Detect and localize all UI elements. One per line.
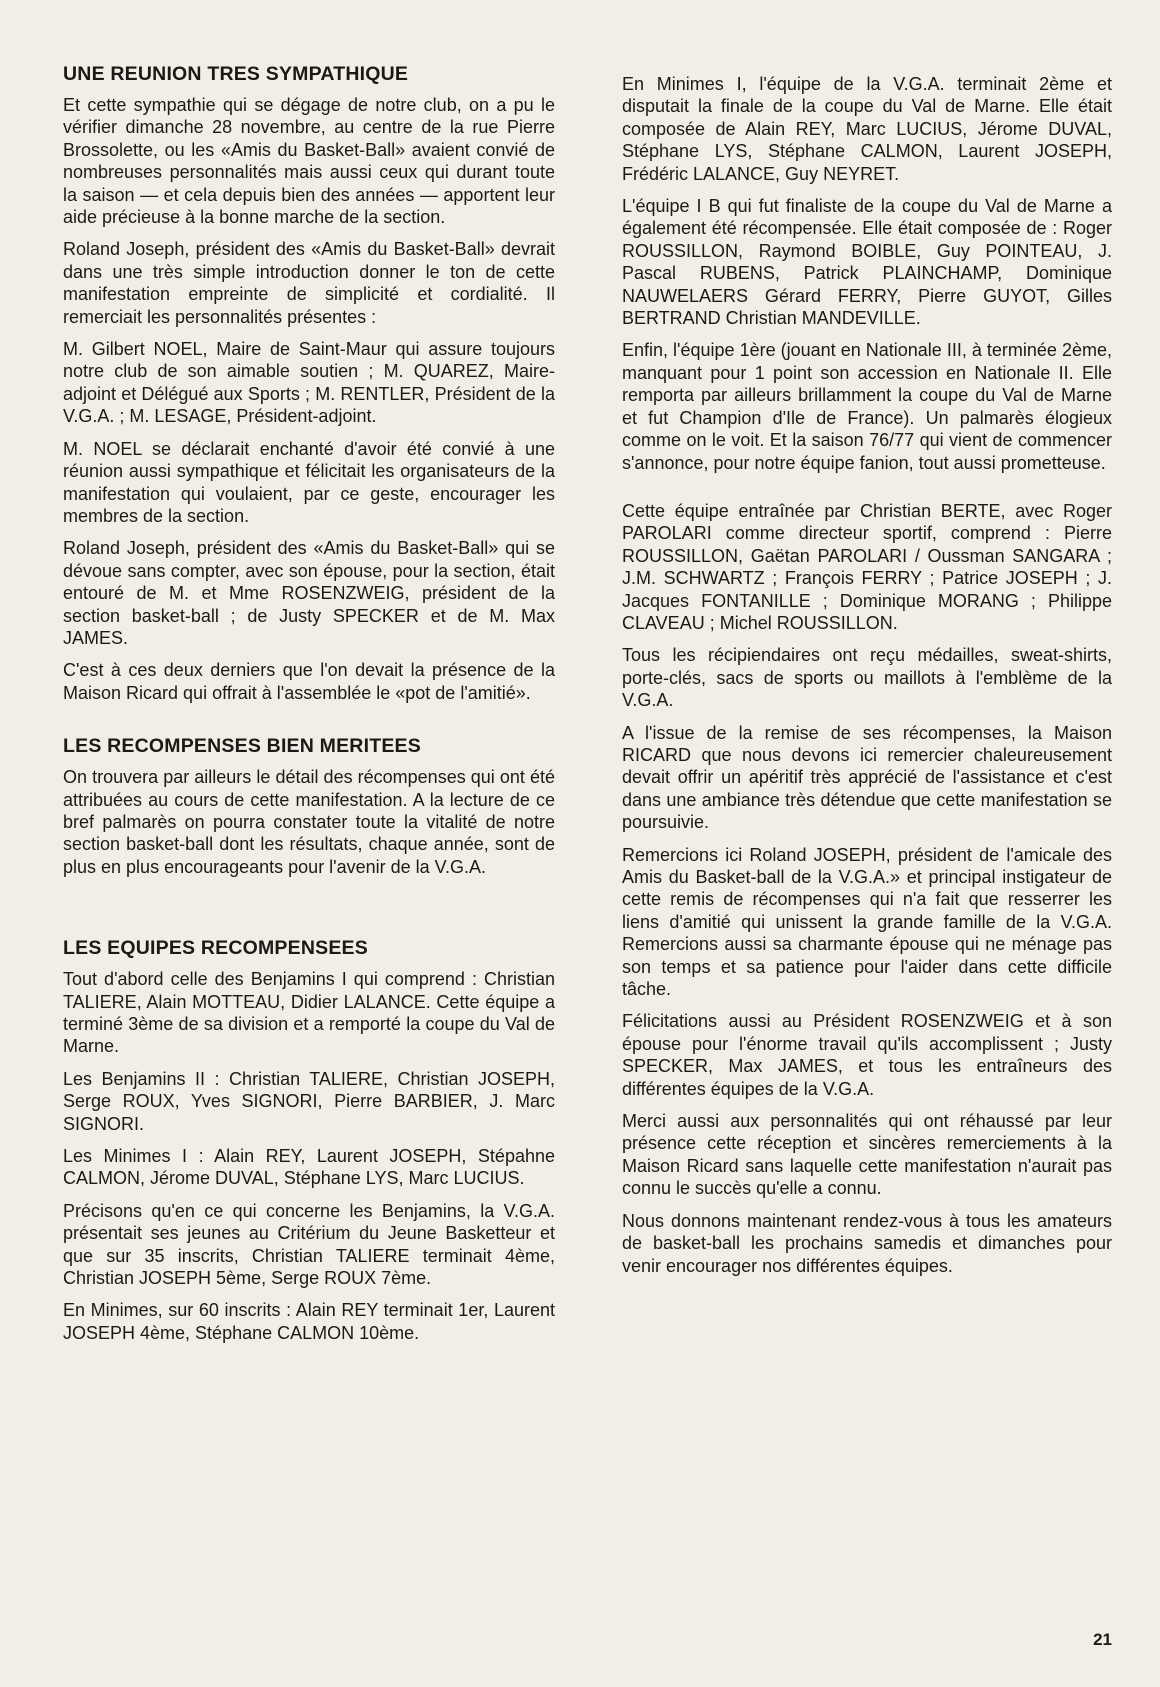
paragraph: En Minimes I, l'équipe de la V.G.A. terminait 2ème et disputait la finale de la coupe du Val de Marne. Elle était composée de Alain REY, Marc LUCIUS, Jérome DUVAL, Stéphane LYS, Stéphane CALMON, Laurent JOSEPH, Frédéric LALANCE, Guy NEYRET. — [622, 74, 1112, 184]
left-column — [63, 62, 555, 1354]
paragraph: Précisons qu'en ce qui concerne les Benjamins, la V.G.A. présentait ses jeunes au Critérium du Jeune Basketteur et que sur 35 inscrits, Christian TALIERE terminait 4ème, Christian JOSEPH 5ème, Serge ROUX 7ème. — [63, 1200, 555, 1289]
paragraph: Tous les récipiendaires ont reçu médailles, sweat-shirts, porte-clés, sacs de sports ou maillots à l'emblème de la V.G.A. — [622, 645, 1112, 711]
paragraph: M. Gilbert NOEL, Maire de Saint-Maur qui assure toujours notre club de son aimable soutien ; M. QUAREZ, Maire-adjoint et Délégué aux Sports ; M. RENTLER, Président de la V.G.A. ; M. LESAGE, Président-adjoint. — [63, 339, 555, 427]
paragraph: Les Minimes I : Alain REY, Laurent JOSEPH, Stépahne CALMON, Jérome DUVAL, Stéphane LYS, Marc LUCIUS. — [63, 1146, 555, 1189]
paragraph: Remercions ici Roland JOSEPH, président de l'amicale des Amis du Basket-ball de la V.G.A.» et principal instigateur de cette remis de récompenses qui n'a fait que resserrer les liens d'amitié qui unissent la grande famille de la V.G.A. Remercions aussi sa charmante épouse qui ne ménage pas son temps et sa patience pour l'aider dans cette difficile tâche. — [622, 844, 1112, 1000]
paragraph: En Minimes, sur 60 inscrits : Alain REY terminait 1er, Laurent JOSEPH 4ème, Stéphane CALMON 10ème. — [63, 1300, 555, 1343]
section-heading-reunion: UNE REUNION TRES SYMPATHIQUE — [63, 63, 409, 85]
right-column — [622, 73, 1112, 1287]
paragraph: Enfin, l'équipe 1ère (jouant en Nationale III, à terminée 2ème, manquant pour 1 point son accession en Nationale II. Elle remporta par ailleurs brillamment la coupe du Val de Marne et fut Champion d'Ile de France). Un palmarès élogieux comme on le voit. Et la saison 76/77 qui vient de commencer s'annonce, pour notre équipe fanion, tout aussi prometteuse. — [622, 340, 1112, 473]
paragraph: Merci aussi aux personnalités qui ont réhaussé par leur présence cette réception et sincères remerciements à la Maison Ricard sans laquelle cette manifestation n'aurait pas connu le succès qu'elle a connu. — [622, 1111, 1112, 1199]
section-heading-recompenses: LES RECOMPENSES BIEN MERITEES — [63, 735, 421, 758]
paragraph: Nous donnons maintenant rendez-vous à tous les amateurs de basket-ball les prochains samedis et dimanches pour venir encourager nos différentes équipes. — [622, 1210, 1112, 1276]
paragraph: A l'issue de la remise de ses récompenses, la Maison RICARD que nous devons ici remercier chaleureusement devait offrir un apéritif très apprécié de l'assistance et c'est dans une ambiance très détendue que cette manifestation se poursuivie. — [622, 722, 1112, 833]
paragraph: C'est à ces deux derniers que l'on devait la présence de la Maison Ricard qui offrait à l'assemblée le «pot de l'amitié». — [63, 660, 555, 703]
paragraph: Les Benjamins II : Christian TALIERE, Christian JOSEPH, Serge ROUX, Yves SIGNORI, Pierre BARBIER, J. Marc SIGNORI. — [63, 1068, 555, 1134]
paragraph: M. NOEL se déclarait enchanté d'avoir été convié à une réunion aussi sympathique et félicitait les organisateurs de la manifestation qui voulaient, par ce geste, encourager les membres de la section. — [63, 438, 555, 526]
paragraph: Tout d'abord celle des Benjamins I qui comprend : Christian TALIERE, Alain MOTTEAU, Didier LALANCE. Cette équipe a terminé 3ème de sa division et a remporté la coupe du Val de Marne. — [63, 969, 555, 1057]
paragraph: L'équipe I B qui fut finaliste de la coupe du Val de Marne a également été récompensée. Elle était composée de : Roger ROUSSILLON, Raymond BOIBLE, Guy POINTEAU, J. Pascal RUBENS, Patrick PLAINCHAMP, Dominique NAUWELAERS Gérard FERRY, Pierre GUYOT, Gilles BERTRAND Christian MANDEVILLE. — [622, 196, 1112, 329]
section-heading-equipes: LES EQUIPES RECOMPENSEES — [63, 937, 368, 960]
paragraph: Cette équipe entraînée par Christian BERTE, avec Roger PAROLARI comme directeur sportif, comprend : Pierre ROUSSILLON, Gaëtan PAROLARI / Oussman SANGARA ; J.M. SCHWARTZ ; François FERRY ; Patrice JOSEPH ; J. Jacques FONTANILLE ; Dominique MORANG ; Philippe CLAVEAU ; Michel ROUSSILLON. — [622, 500, 1112, 633]
page-number: 21 — [1093, 1630, 1112, 1649]
paragraph: Et cette sympathie qui se dégage de notre club, on a pu le vérifier dimanche 28 novembre, au centre de la rue Pierre Brossolette, ou les «Amis du Basket-Ball» avaient convié de nombreuses personnalités mais aussi ceux qui durant toute la saison — et cela depuis bien des années — apportent leur aide précieuse à la bonne marche de la section. — [63, 95, 555, 228]
paragraph: On trouvera par ailleurs le détail des récompenses qui ont été attribuées au cours de cette manifestation. A la lecture de ce bref palmarès on pourra constater toute la vitalité de notre section basket-ball dont les résultats, chaque année, sont de plus en plus encourageants pour l'avenir de la V.G.A. — [63, 767, 555, 877]
paragraph: Roland Joseph, président des «Amis du Basket-Ball» qui se dévoue sans compter, avec son épouse, pour la section, était entouré de M. et Mme ROSENZWEIG, président de la section basket-ball ; de Justy SPECKER et de M. Max JAMES. — [63, 538, 555, 648]
paragraph: Félicitations aussi au Président ROSENZWEIG et à son épouse pour l'énorme travail qu'ils accomplissent ; Justy SPECKER, Max JAMES, et tous les entraîneurs des différentes équipes de la V.G.A. — [622, 1011, 1112, 1099]
paragraph: Roland Joseph, président des «Amis du Basket-Ball» devrait dans une très simple introduction donner le ton de cette manifestation empreinte de simplicité et cordialité. Il remerciait les personnalités présentes : — [63, 239, 555, 327]
